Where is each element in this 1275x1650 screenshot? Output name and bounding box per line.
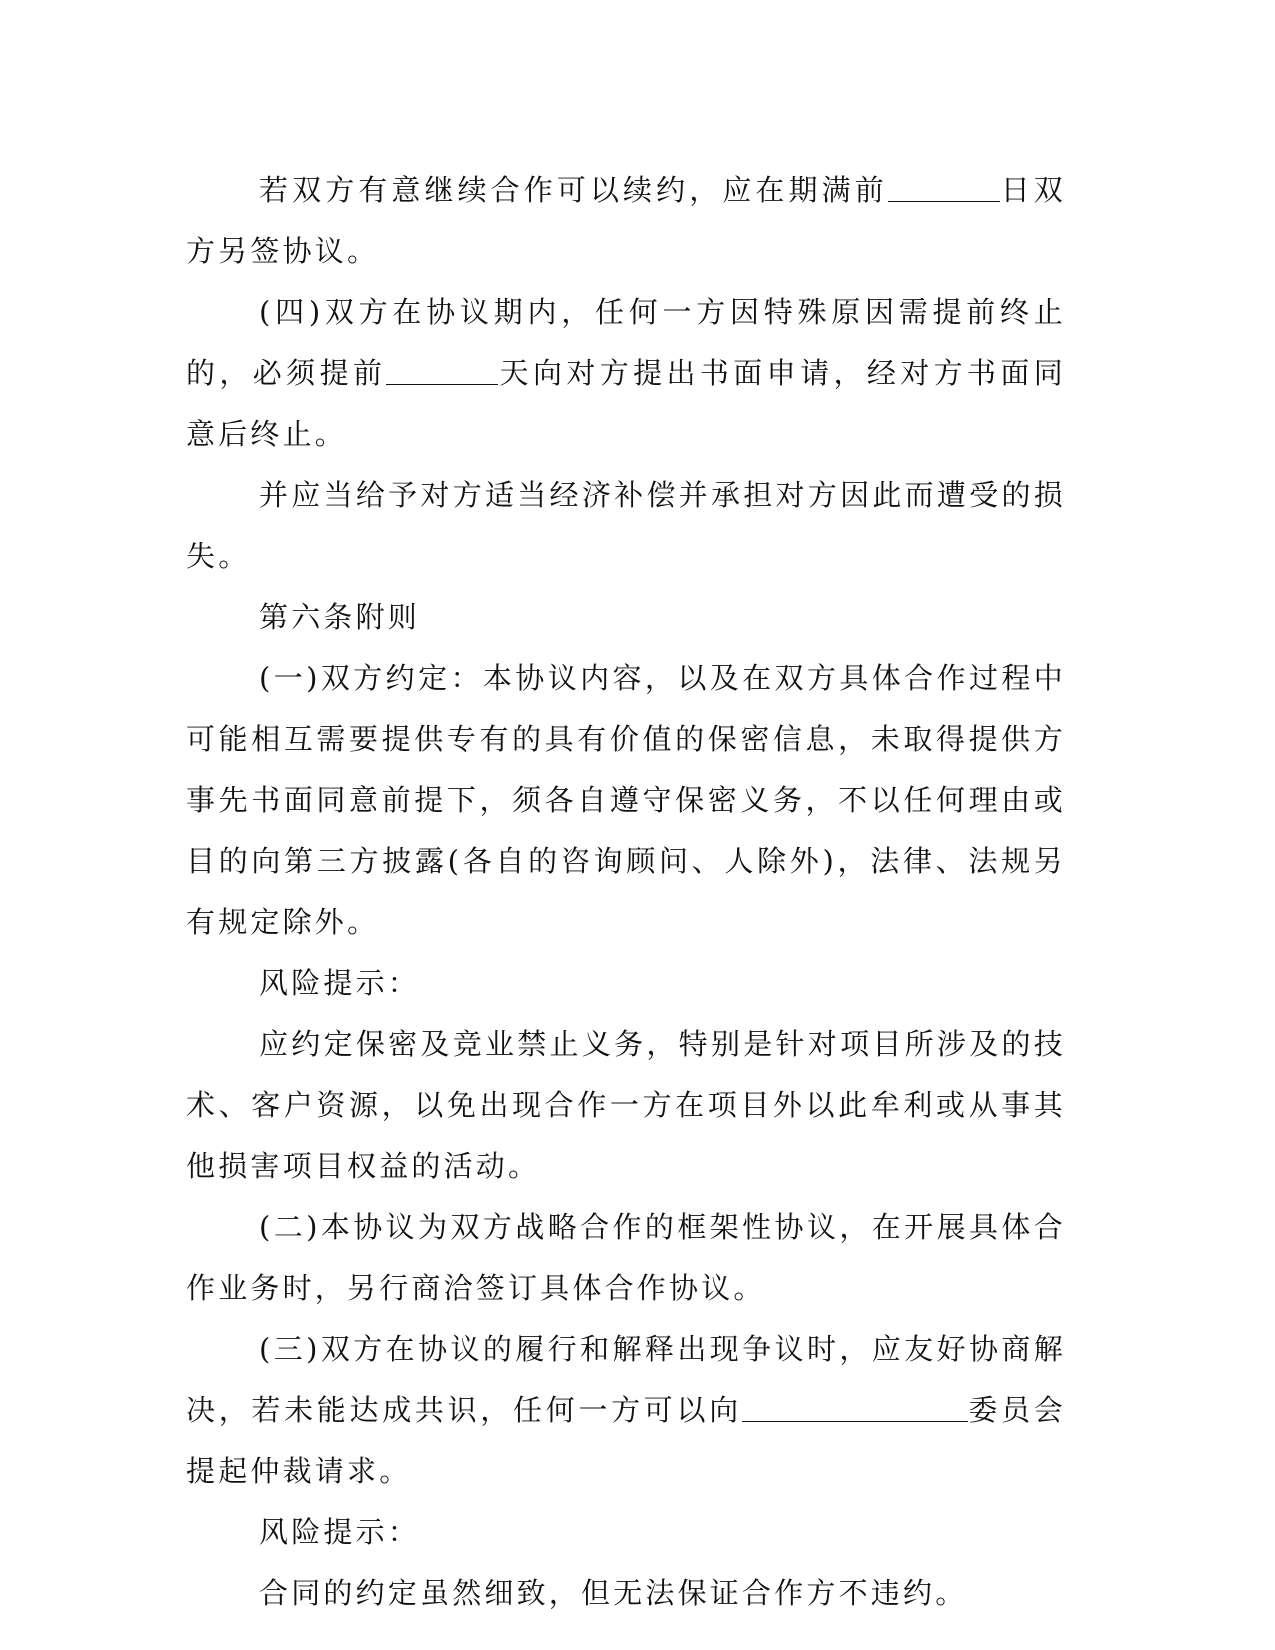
paragraph-renewal-text-before: 若双方有意继续合作可以续约，应在期满前: [259, 173, 888, 207]
paragraph-renewal-text-after: 日双方另签协议。: [186, 173, 1066, 268]
paragraph-termination-text-after: 天向对方提出书面申请，经对方书面同意后终止。: [186, 356, 1067, 451]
paragraph-arbitration: [186, 1319, 1066, 1502]
fill-in-blank-arbitration-committee: [742, 1391, 968, 1422]
paragraph-arbitration-text-before: (三)双方在协议的履行和解释出现争议时，应友好协商解决，若未能达成共识，任何一方可以向: [186, 1332, 1066, 1427]
risk-heading-2: 风险提示：: [259, 1515, 421, 1549]
paragraph-renewal: [186, 160, 1066, 282]
fill-in-blank-renewal-days: [888, 171, 1000, 202]
risk-text-2: 合同的约定虽然细致，但无法保证合作方不违约。: [259, 1576, 968, 1610]
paragraph-arbitration-text-after: 委员会提起仲裁请求。: [186, 1393, 1066, 1488]
article-6-heading: 第六条附则: [259, 600, 421, 634]
risk-heading-1: 风险提示：: [259, 966, 421, 1000]
fill-in-blank-notice-days: [386, 354, 498, 385]
paragraph-termination: [186, 282, 1066, 465]
paragraph-termination-text-before: (四)双方在协议期内，任何一方因特殊原因需提前终止的，必须提前: [186, 295, 1066, 390]
paragraph-compensation: 并应当给予对方适当经济补偿并承担对方因此而遭受的损失。: [186, 478, 1066, 573]
document-body: [186, 160, 1066, 1624]
risk-text-1: 应约定保密及竞业禁止义务，特别是针对项目所涉及的技术、客户资源，以免出现合作一方在项目外以此牟利或从事其他损害项目权益的活动。: [186, 1027, 1066, 1183]
paragraph-confidentiality: (一)双方约定：本协议内容，以及在双方具体合作过程中可能相互需要提供专有的具有价值的保密信息，未取得提供方事先书面同意前提下，须各自遵守保密义务，不以任何理由或目的向第三方披露(各自的咨询顾问、人除外)，法律、法规另有规定除外。: [186, 661, 1066, 939]
paragraph-framework: (二)本协议为双方战略合作的框架性协议，在开展具体合作业务时，另行商洽签订具体合作协议。: [186, 1210, 1066, 1305]
